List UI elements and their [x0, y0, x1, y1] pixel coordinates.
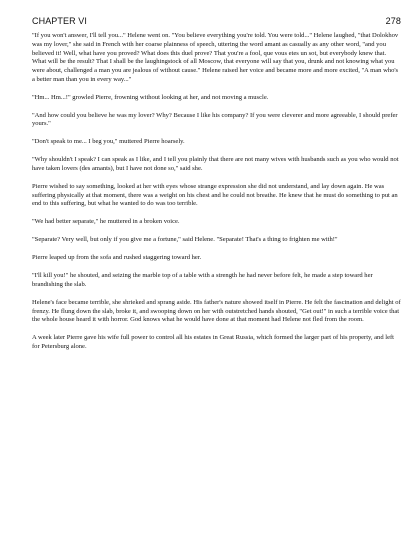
paragraph: Helene's face became terrible, she shrieked and sprang aside. His father's nature showed itself in Pierre. He felt the fascination and delight of frenzy. He flung down the slab, broke it, and swooping down on her with outstretched hands shouted, "Get out!" in such a terrible voice that the whole house heard it with horror. God knows what he would have done at that moment had Helene not fled from the room. — [32, 298, 401, 324]
paragraph: "And how could you believe he was my lover? Why? Because I like his company? If you were cleverer and more agreeable, I should prefer yours." — [32, 111, 398, 128]
running-header — [32, 16, 401, 26]
paragraph: "Don't speak to me... I beg you," muttered Pierre hoarsely. — [32, 138, 185, 146]
paragraph: Pierre leaped up from the sofa and rushed staggering toward her. — [32, 254, 202, 262]
paragraph: "I'll kill you!" he shouted, and seizing the marble top of a table with a strength he had never before felt, he made a step toward her brandishing the slab. — [32, 272, 373, 288]
paragraph: "Why shouldn't I speak? I can speak as I like, and I tell you plainly that there are not many wives with husbands such as you who would not have taken lovers (des amants), but I have not done so," said she. — [32, 156, 399, 172]
paragraph: Pierre wished to say something, looked at her with eyes whose strange expression she did not understand, and lay down again. He was suffering physically at that moment, there was a weight on his chest and he could not breathe. He knew that he must do something to put an end to this suffering, but what he wanted to do was too terrible. — [32, 182, 398, 208]
paragraph: A week later Pierre gave his wife full power to control all his estates in Great Russia, which formed the larger part of his property, and left for Petersburg alone. — [32, 334, 394, 351]
page-number: 278 — [385, 16, 401, 26]
paragraph: "We had better separate," he muttered in a broken voice. — [32, 218, 180, 226]
paragraph: "Separate? Very well, but only if you give me a fortune," said Helene. "Separate! That's a thing to frighten me with!" — [32, 236, 338, 244]
page-body — [32, 32, 401, 352]
paragraph: "Hm... Hm...!" growled Pierre, frowning without looking at her, and not moving a muscle. — [32, 93, 269, 101]
chapter-heading: CHAPTER VI — [32, 16, 88, 26]
paragraph: "If you won't answer, I'll tell you..." Helene went on. "You believe everything you're told. You were told..." Helene laughed, "that Dolokhov was my lover," she said in French with her coarse plainness of speech, uttering the word amant as casually as any other word, "and you believed it! Well, what have you proved? What does this duel prove? That you're a fool, que vous etes un sot, but everybody knew that. What will be the result? That I shall be the laughingstock of all Moscow, that everyone will say that you, drunk and not knowing what you were about, challenged a man you are jealous of without cause." Helene raised her voice and became more and more excited, "A man who's a better man than you in every way..." — [32, 32, 399, 83]
